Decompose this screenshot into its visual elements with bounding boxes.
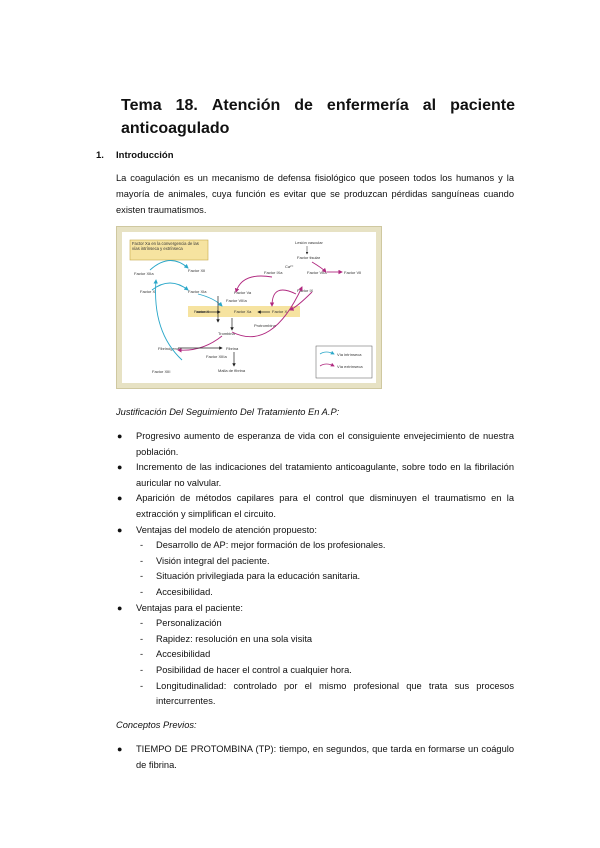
bullet-icon: ● bbox=[117, 493, 123, 504]
conceptos-heading: Conceptos Previos: bbox=[116, 720, 197, 730]
title-word: enfermería bbox=[326, 97, 409, 114]
label-f9: Factor IX bbox=[297, 288, 314, 293]
label-f5a: Factor Va bbox=[234, 290, 252, 295]
label-f11: Factor XI bbox=[140, 289, 157, 294]
dash-item bbox=[116, 679, 514, 710]
label-f11a: Factor XIa bbox=[188, 289, 207, 294]
dash-item bbox=[116, 616, 514, 632]
dash-icon: - bbox=[140, 664, 144, 675]
dash-text: Visión integral del paciente. bbox=[156, 555, 270, 566]
bullet-item bbox=[116, 742, 514, 773]
dash-item bbox=[116, 585, 514, 601]
dash-icon: - bbox=[140, 680, 144, 691]
bullet-icon: ● bbox=[117, 431, 123, 441]
label-fx-right: Factor X bbox=[272, 309, 288, 314]
dash-text: Personalización bbox=[156, 618, 222, 629]
label-f9a: Factor IXa bbox=[264, 270, 283, 275]
dash-text: Longitudinalidad: controlado por el mismo profesional que trata sus procesos intercurrentes. bbox=[156, 680, 514, 707]
conceptos-list bbox=[116, 742, 514, 773]
dash-item bbox=[116, 663, 514, 679]
dash-icon: - bbox=[140, 633, 144, 644]
figure-canvas bbox=[122, 232, 376, 383]
convergence-note: Factor Xa en la convergencia de las vías intrínseca y extrínseca bbox=[132, 241, 199, 251]
bullet-text: Progresivo aumento de esperanza de vida con el consiguiente envejecimiento de nuestra población. bbox=[136, 431, 514, 457]
label-f12: Factor XII bbox=[188, 268, 206, 273]
bullet-text: Ventajas del modelo de atención propuesto: bbox=[136, 524, 317, 535]
bullet-text: Ventajas para el paciente: bbox=[136, 602, 243, 613]
justificacion-list bbox=[116, 429, 514, 710]
title-word: Atención bbox=[211, 97, 281, 114]
title-word: 18. bbox=[175, 97, 198, 114]
legend-extrinsic: Vía extrínseca bbox=[337, 364, 363, 369]
bullet-item bbox=[116, 601, 514, 617]
bullet-icon: ● bbox=[117, 744, 123, 754]
coagulation-cascade-figure bbox=[116, 226, 382, 389]
dash-icon: - bbox=[140, 555, 144, 566]
title-word: paciente bbox=[450, 97, 515, 114]
label-f7: Factor VII bbox=[344, 270, 362, 275]
label-ca: Ca²⁺ bbox=[285, 264, 294, 269]
justificacion-heading: Justificación Del Seguimiento Del Tratamiento En A.P: bbox=[116, 407, 340, 417]
legend-intrinsic: Vía intrínseca bbox=[337, 352, 362, 357]
label-lesion: Lesión vascular bbox=[295, 240, 323, 245]
title-word: de bbox=[294, 97, 313, 114]
figure-legend bbox=[316, 346, 372, 378]
dash-text: Posibilidad de hacer el control a cualquier hora. bbox=[156, 664, 352, 675]
bullet-item bbox=[116, 460, 514, 491]
dash-icon: - bbox=[140, 540, 144, 551]
dash-icon: - bbox=[140, 586, 144, 597]
label-fxa: Factor Xa bbox=[234, 309, 252, 314]
title-word: al bbox=[422, 97, 437, 114]
title-line-2: anticoagulado bbox=[121, 120, 230, 137]
label-tissue-factor: Factor tisular bbox=[297, 255, 321, 260]
section-heading bbox=[96, 150, 174, 161]
bullet-icon: ● bbox=[117, 462, 123, 473]
cascade-diagram bbox=[122, 232, 376, 383]
section-number: 1. bbox=[96, 150, 104, 161]
title-line-1 bbox=[121, 94, 515, 117]
dash-item bbox=[116, 647, 514, 663]
dash-icon: - bbox=[140, 649, 144, 660]
intro-paragraph: La coagulación es un mecanismo de defensa fisiológico que poseen todos los humanos y la mayoría de animales, cuya función es evitar que se produzcan pérdidas sanguíneas cuando existen traumatismos. bbox=[116, 173, 514, 215]
document-title bbox=[121, 94, 515, 140]
section-label: Introducción bbox=[116, 150, 174, 161]
dash-item bbox=[116, 538, 514, 554]
bullet-text: Aparición de métodos capilares para el control que disminuyen el traumatismo en la extracción y simplifican el circuito. bbox=[136, 493, 514, 519]
label-fx-left: Factor X bbox=[194, 309, 210, 314]
dash-icon: - bbox=[140, 571, 144, 582]
dash-item bbox=[116, 632, 514, 648]
label-f13a: Factor XIIIa bbox=[206, 354, 227, 359]
bullet-icon: ● bbox=[117, 602, 123, 613]
label-fibrin-mesh: Malla de fibrina bbox=[218, 368, 246, 373]
dash-text: Rapidez: resolución en una sola visita bbox=[156, 633, 313, 644]
bullet-text: TIEMPO DE PROTOMBINA (TP): tiempo, en segundos, que tarda en formarse un coágulo de fibrina. bbox=[136, 744, 514, 770]
bullet-icon: ● bbox=[117, 524, 123, 535]
label-f7a: Factor VIIa bbox=[307, 270, 327, 275]
dash-item bbox=[116, 554, 514, 570]
bullet-item bbox=[116, 429, 514, 460]
dash-text: Accesibilidad bbox=[156, 649, 211, 660]
label-thrombin: Trombina bbox=[218, 331, 235, 336]
label-fibrin: Fibrina bbox=[226, 346, 239, 351]
dash-icon: - bbox=[140, 618, 144, 629]
label-f8a: Factor VIIIa bbox=[226, 298, 247, 303]
bullet-item bbox=[116, 491, 514, 522]
bullet-text: Incremento de las indicaciones del tratamiento anticoagulante, sobre todo en la fibrilación auricular no valvular. bbox=[136, 462, 514, 488]
dash-text: Desarrollo de AP: mejor formación de los profesionales. bbox=[156, 540, 386, 551]
label-f12a: Factor XIIa bbox=[134, 271, 154, 276]
bullet-item bbox=[116, 523, 514, 539]
label-fibrinogen: Fibrinógeno bbox=[158, 346, 180, 351]
label-f13: Factor XIII bbox=[152, 369, 171, 374]
label-prothrombin: Protrombina bbox=[254, 323, 276, 328]
dash-item bbox=[116, 569, 514, 585]
dash-text: Accesibilidad. bbox=[156, 586, 213, 597]
dash-text: Situación privilegiada para la educación sanitaria. bbox=[156, 571, 361, 582]
title-word: Tema bbox=[121, 97, 162, 114]
